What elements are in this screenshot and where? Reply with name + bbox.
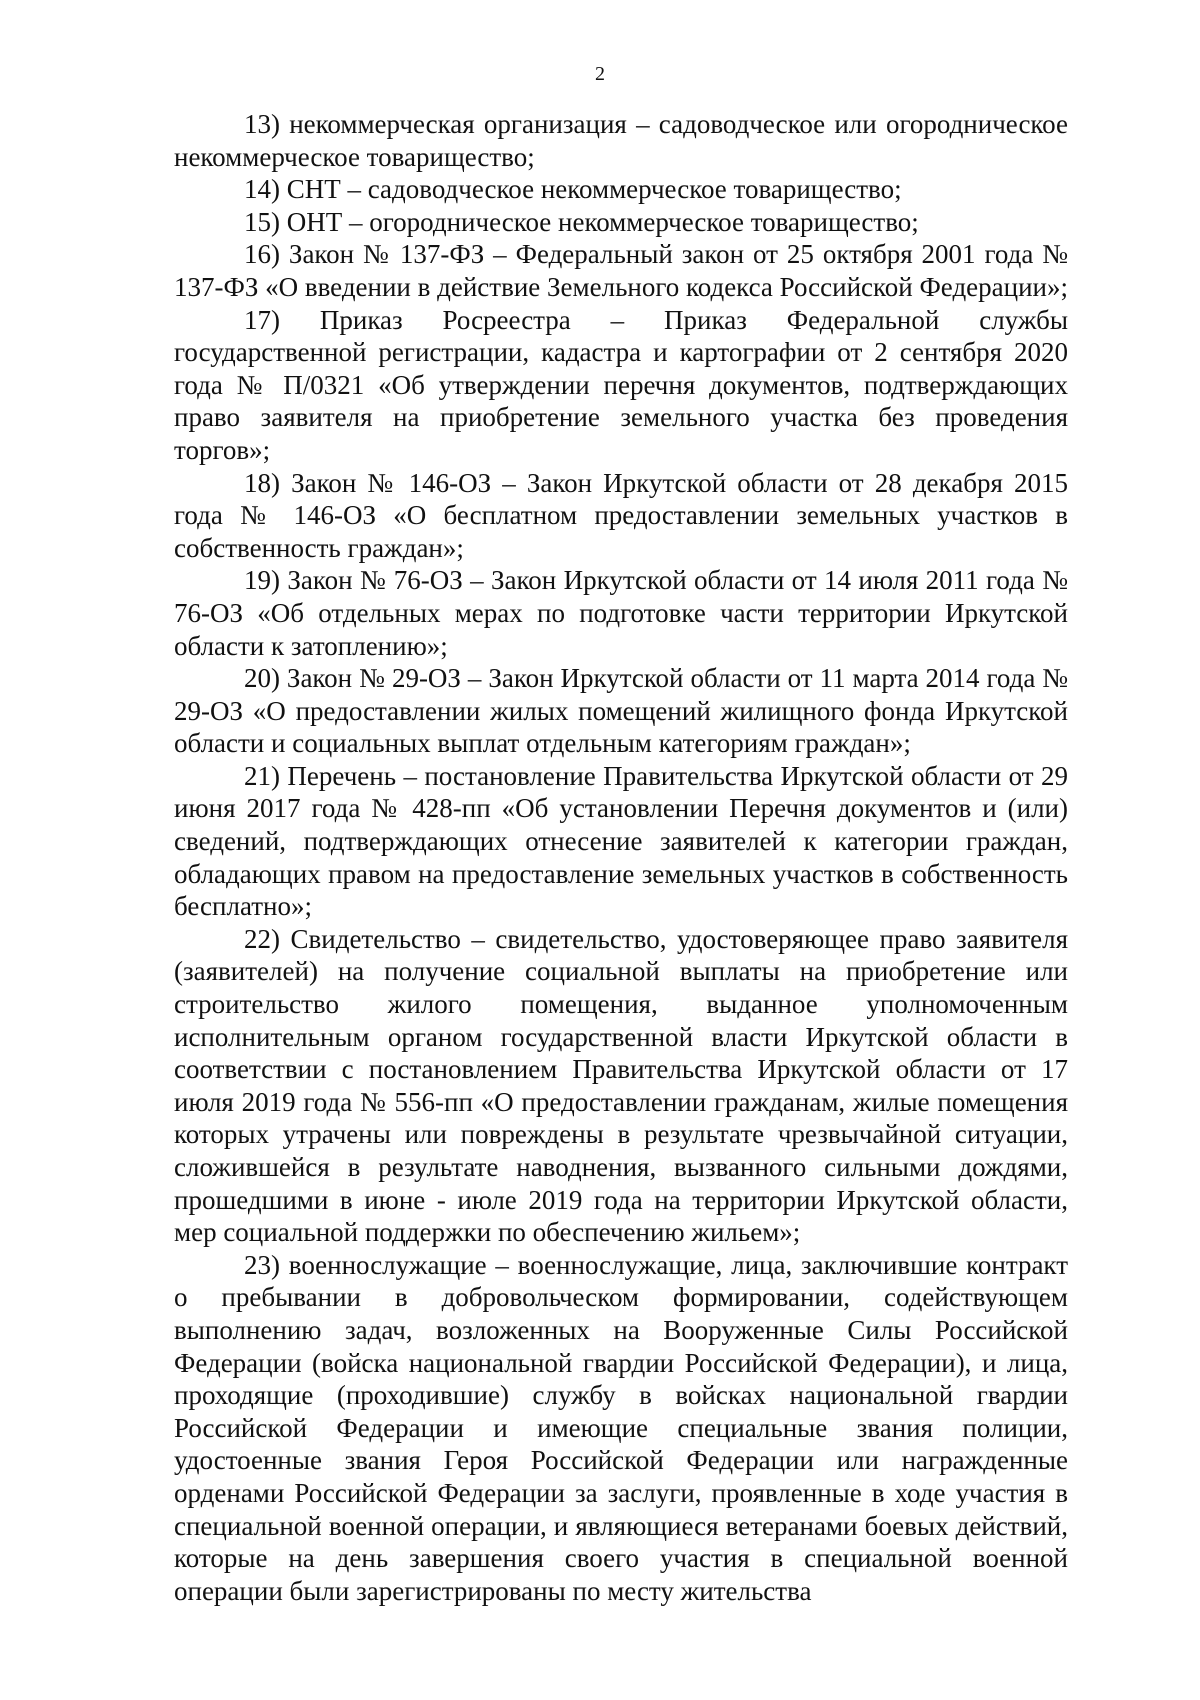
definition-item-22: 22) Свидетельство – свидетельство, удостоверяющее право заявителя (заявителей) на получение социальной выплаты на приобретение или строительство жилого помещения, выданное уполномоченным исполнительным органом государственной власти Иркутской области в соответствии с постановлением Правительства Иркутской области от 17 июля 2019 года № 556-пп «О предоставлении гражданам, жилые помещения которых утрачены или повреждены в результате чрезвычайной ситуации, сложившейся в результате наводнения, вызванного сильными дождями, прошедшими в июне - июле 2019 года на территории Иркутской области, мер социальной поддержки по обеспечению жильем»;: [174, 923, 1068, 1248]
definition-item-21: 21) Перечень – постановление Правительства Иркутской области от 29 июня 2017 года № 428-пп «Об установлении Перечня документов и (или) сведений, подтверждающих отнесение заявителей к категории граждан, обладающих правом на предоставление земельных участков в собственность бесплатно»;: [174, 760, 1068, 922]
page-number: 2: [595, 63, 605, 85]
definition-item-18: 18) Закон № 146-ОЗ – Закон Иркутской области от 28 декабря 2015 года № 146-ОЗ «О бесплатном предоставлении земельных участков в собственность граждан»;: [174, 467, 1068, 563]
definition-item-20: 20) Закон № 29-ОЗ – Закон Иркутской области от 11 марта 2014 года № 29-ОЗ «О предоставлении жилых помещений жилищного фонда Иркутской области и социальных выплат отдельным категориям граждан»;: [174, 663, 1068, 759]
definition-item-16: 16) Закон № 137-ФЗ – Федеральный закон от 25 октября 2001 года № 137-ФЗ «О введении в действие Земельного кодекса Российской Федерации»;: [174, 239, 1068, 302]
definition-item-17: 17) Приказ Росреестра – Приказ Федеральной службы государственной регистрации, кадастра и картографии от 2 сентября 2020 года № П/0321 «Об утверждении перечня документов, подтверждающих право заявителя на приобретение земельного участка без проведения торгов»;: [174, 304, 1068, 465]
definitions-list: [174, 108, 1068, 1607]
definition-item-13: 13) некоммерческая организация – садоводческое или огородническое некоммерческое товарищество;: [174, 109, 1068, 172]
definition-item-23: 23) военнослужащие – военнослужащие, лица, заключившие контракт о пребывании в добровольческом формировании, содействующем выполнению задач, возложенных на Вооруженные Силы Российской Федерации (войска национальной гвардии Российской Федерации), и лица, проходящие (проходившие) службу в войсках национальной гвардии Российской Федерации и имеющие специальные звания полиции, удостоенные звания Героя Российской Федерации или награжденные орденами Российской Федерации за заслуги, проявленные в ходе участия в специальной военной операции, и являющиеся ветеранами боевых действий, которые на день завершения своего участия в специальной военной операции были зарегистрированы по месту жительства: [174, 1249, 1068, 1606]
definition-item-14: 14) СНТ – садоводческое некоммерческое товарищество;: [244, 174, 902, 205]
definition-item-15: 15) ОНТ – огородническое некоммерческое товарищество;: [244, 206, 919, 237]
definition-item-19: 19) Закон № 76-ОЗ – Закон Иркутской области от 14 июля 2011 года № 76-ОЗ «Об отдельных мерах по подготовке части территории Иркутской области к затоплению»;: [174, 565, 1068, 661]
